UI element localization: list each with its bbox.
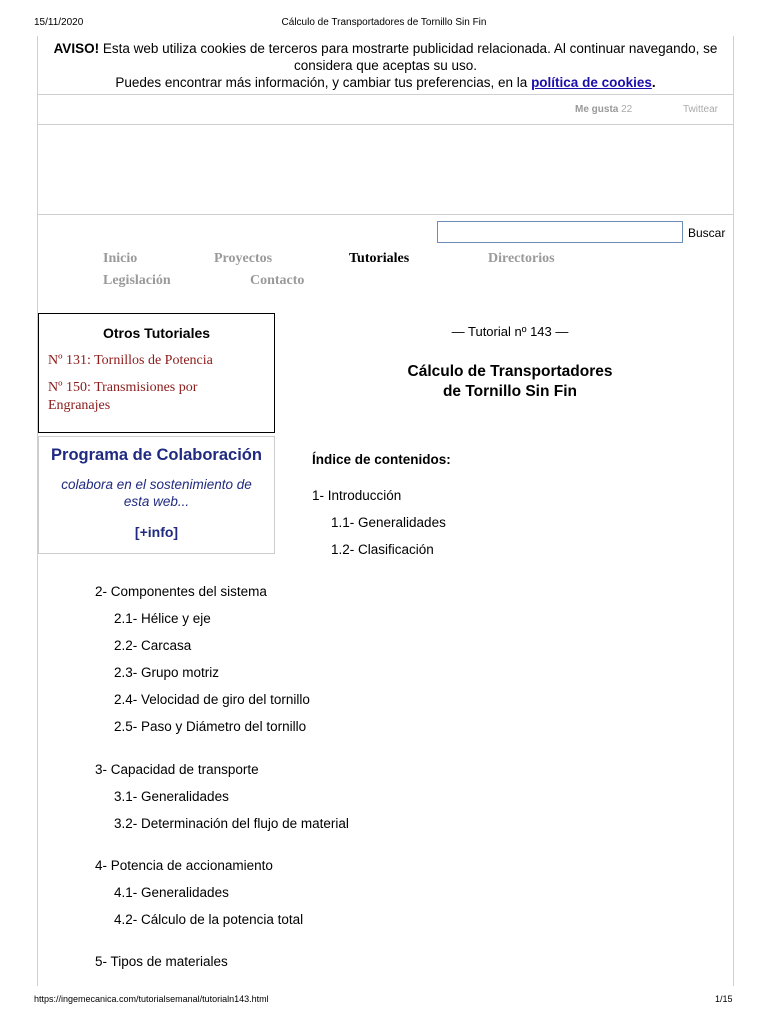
nav-legislacion[interactable]: Legislación — [103, 273, 171, 288]
nav-proyectos[interactable]: Proyectos — [214, 251, 273, 266]
tutorial-number: — Tutorial nº 143 — — [451, 324, 569, 339]
search-input[interactable] — [437, 221, 683, 243]
frame-right-border — [733, 36, 734, 986]
divider — [38, 94, 733, 95]
tweet-button[interactable]: Twittear — [683, 104, 719, 115]
toc-item-1-1[interactable]: 1.1- Generalidades — [331, 515, 446, 530]
tutorial-link-131[interactable]: Nº 131: Tornillos de Potencia — [48, 353, 213, 368]
index-heading: Índice de contenidos: — [312, 452, 451, 467]
toc-item-2-5[interactable]: 2.5- Paso y Diámetro del tornillo — [114, 719, 307, 734]
cookie-end: . — [651, 75, 656, 90]
tutorial-link-150[interactable]: Nº 150: Transmisiones por Engranajes — [48, 380, 198, 413]
print-url: https://ingemecanica.com/tutorialsemanal/tutorialn143.html — [34, 994, 269, 1004]
cookie-line1: Esta web utiliza cookies de terceros para mostrarte publicidad relacionada. Al continuar navegando, se considera que aceptas su uso. — [99, 41, 718, 73]
toc-item-4[interactable]: 4- Potencia de accionamiento — [95, 858, 273, 873]
toc-item-5[interactable]: 5- Tipos de materiales — [95, 954, 228, 969]
other-tutorials-title: Otros Tutoriales — [102, 325, 211, 341]
tutorial-title — [290, 362, 730, 402]
divider — [38, 124, 733, 125]
cookie-line2: Puedes encontrar más información, y cambiar tus preferencias, en la — [115, 75, 532, 90]
toc-item-1-2[interactable]: 1.2- Clasificación — [331, 542, 434, 557]
cookie-policy-link[interactable]: política de cookies — [531, 75, 652, 90]
print-title: Cálculo de Transportadores de Tornillo Sin Fin — [281, 17, 487, 28]
nav-directorios[interactable]: Directorios — [488, 251, 555, 266]
collaboration-title: Programa de Colaboración — [51, 446, 262, 464]
toc-item-2-4[interactable]: 2.4- Velocidad de giro del tornillo — [114, 692, 310, 707]
nav-tutoriales[interactable]: Tutoriales — [349, 251, 410, 266]
collaboration-text: colabora en el sostenimiento de esta web... — [61, 477, 252, 509]
print-page-number: 1/15 — [715, 994, 733, 1004]
toc-item-2-2[interactable]: 2.2- Carcasa — [114, 638, 192, 653]
toc-item-2-3[interactable]: 2.3- Grupo motriz — [114, 665, 220, 680]
cookie-aviso: AVISO! — [53, 41, 100, 56]
nav-contacto[interactable]: Contacto — [250, 273, 305, 288]
print-date: 15/11/2020 — [34, 17, 84, 28]
toc-item-3[interactable]: 3- Capacidad de transporte — [95, 762, 259, 777]
collaboration-info-link[interactable]: [+info] — [134, 524, 179, 540]
toc-item-2-1[interactable]: 2.1- Hélice y eje — [114, 611, 211, 626]
tutorial-title-line2: de Tornillo Sin Fin — [442, 383, 578, 400]
cookie-notice — [38, 40, 733, 91]
toc-item-1[interactable]: 1- Introducción — [312, 488, 402, 503]
toc-item-3-2[interactable]: 3.2- Determinación del flujo de material — [114, 816, 349, 831]
nav-inicio[interactable]: Inicio — [103, 251, 138, 266]
like-label: Me gusta — [575, 104, 619, 115]
toc-item-3-1[interactable]: 3.1- Generalidades — [114, 789, 229, 804]
toc-item-4-1[interactable]: 4.1- Generalidades — [114, 885, 229, 900]
divider — [38, 214, 733, 215]
tutorial-title-line1: Cálculo de Transportadores — [407, 363, 613, 380]
like-button[interactable] — [575, 104, 632, 115]
toc-item-4-2[interactable]: 4.2- Cálculo de la potencia total — [114, 912, 304, 927]
search-button[interactable]: Buscar — [688, 226, 726, 240]
like-count: 22 — [621, 104, 633, 115]
toc-item-2[interactable]: 2- Componentes del sistema — [95, 584, 267, 599]
